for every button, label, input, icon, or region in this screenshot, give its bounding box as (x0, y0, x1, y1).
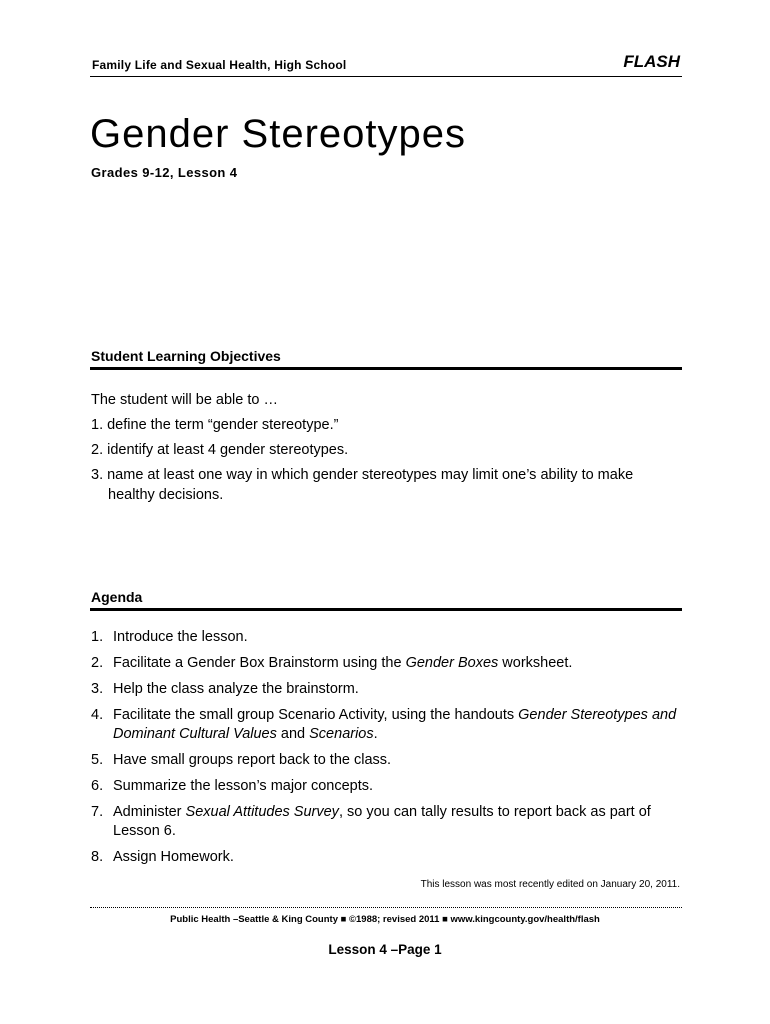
header-program-name: FLASH (623, 52, 680, 71)
agenda-item-number: 3. (91, 681, 104, 697)
page-header (90, 52, 682, 77)
agenda-item-number: 7. (91, 804, 104, 820)
footer-divider (90, 907, 682, 908)
agenda-item (91, 803, 686, 841)
agenda-item (91, 680, 686, 699)
agenda-item-text: Facilitate the small group Scenario Activity, using the handouts (113, 707, 519, 723)
agenda-list (91, 628, 686, 874)
agenda-heading: Agenda (91, 589, 143, 605)
agenda-item-text: worksheet. (498, 655, 573, 671)
agenda-item (91, 628, 686, 647)
agenda-item-number: 1. (91, 629, 104, 645)
agenda-item-text: and (276, 726, 310, 742)
agenda-item-title-ref: Gender Boxes (405, 655, 499, 671)
agenda-item-number: 8. (91, 849, 104, 865)
agenda-rule (90, 608, 682, 611)
agenda-item-text: Assign Homework. (113, 849, 234, 865)
agenda-item-text: Help the class analyze the brainstorm. (113, 681, 359, 697)
agenda-item-text: . (373, 726, 378, 742)
agenda-item-title-ref: Gender Stereotypes and Dominant Cultural Values (113, 707, 677, 742)
agenda-item-text: Have small groups report back to the class. (113, 752, 392, 768)
objective-item-2: 2. identify at least 4 gender stereotypes. (91, 442, 349, 458)
objective-item-3: 3. name at least one way in which gender stereotypes may limit one’s ability to make (91, 467, 634, 483)
agenda-item (91, 654, 686, 673)
lesson-subtitle: Grades 9-12, Lesson 4 (91, 165, 238, 180)
agenda-item-text: Introduce the lesson. (113, 629, 248, 645)
page-footer: Public Health –Seattle & King County ■ ©1988; revised 2011 ■ www.kingcounty.gov/health/flash (170, 914, 600, 925)
header-course-title: Family Life and Sexual Health, High School (92, 58, 347, 72)
agenda-item-text: Facilitate a Gender Box Brainstorm using the (113, 655, 406, 671)
objective-item-3-continued: healthy decisions. (108, 487, 224, 503)
agenda-item (91, 706, 686, 744)
agenda-item (91, 848, 686, 867)
lesson-title: Gender Stereotypes (90, 112, 466, 156)
agenda-item-title-ref: Sexual Attitudes Survey (185, 804, 339, 820)
agenda-item-title-ref: Scenarios (309, 726, 374, 742)
objective-item-1: 1. define the term “gender stereotype.” (91, 417, 339, 433)
agenda-item-number: 2. (91, 655, 104, 671)
objectives-intro: The student will be able to … (91, 392, 278, 408)
agenda-item-text: Administer (113, 804, 186, 820)
agenda-item (91, 751, 686, 770)
objectives-heading: Student Learning Objectives (91, 348, 281, 364)
agenda-item-text: Summarize the lesson’s major concepts. (113, 778, 374, 794)
agenda-item (91, 777, 686, 796)
objectives-rule (90, 367, 682, 370)
agenda-item-text: , so you can tally results to report back as part of Lesson 6. (113, 804, 651, 839)
agenda-item-number: 4. (91, 707, 104, 723)
edit-note: This lesson was most recently edited on January 20, 2011. (420, 879, 680, 890)
page-number: Lesson 4 –Page 1 (328, 942, 442, 957)
agenda-item-number: 5. (91, 752, 104, 768)
agenda-item-number: 6. (91, 778, 104, 794)
